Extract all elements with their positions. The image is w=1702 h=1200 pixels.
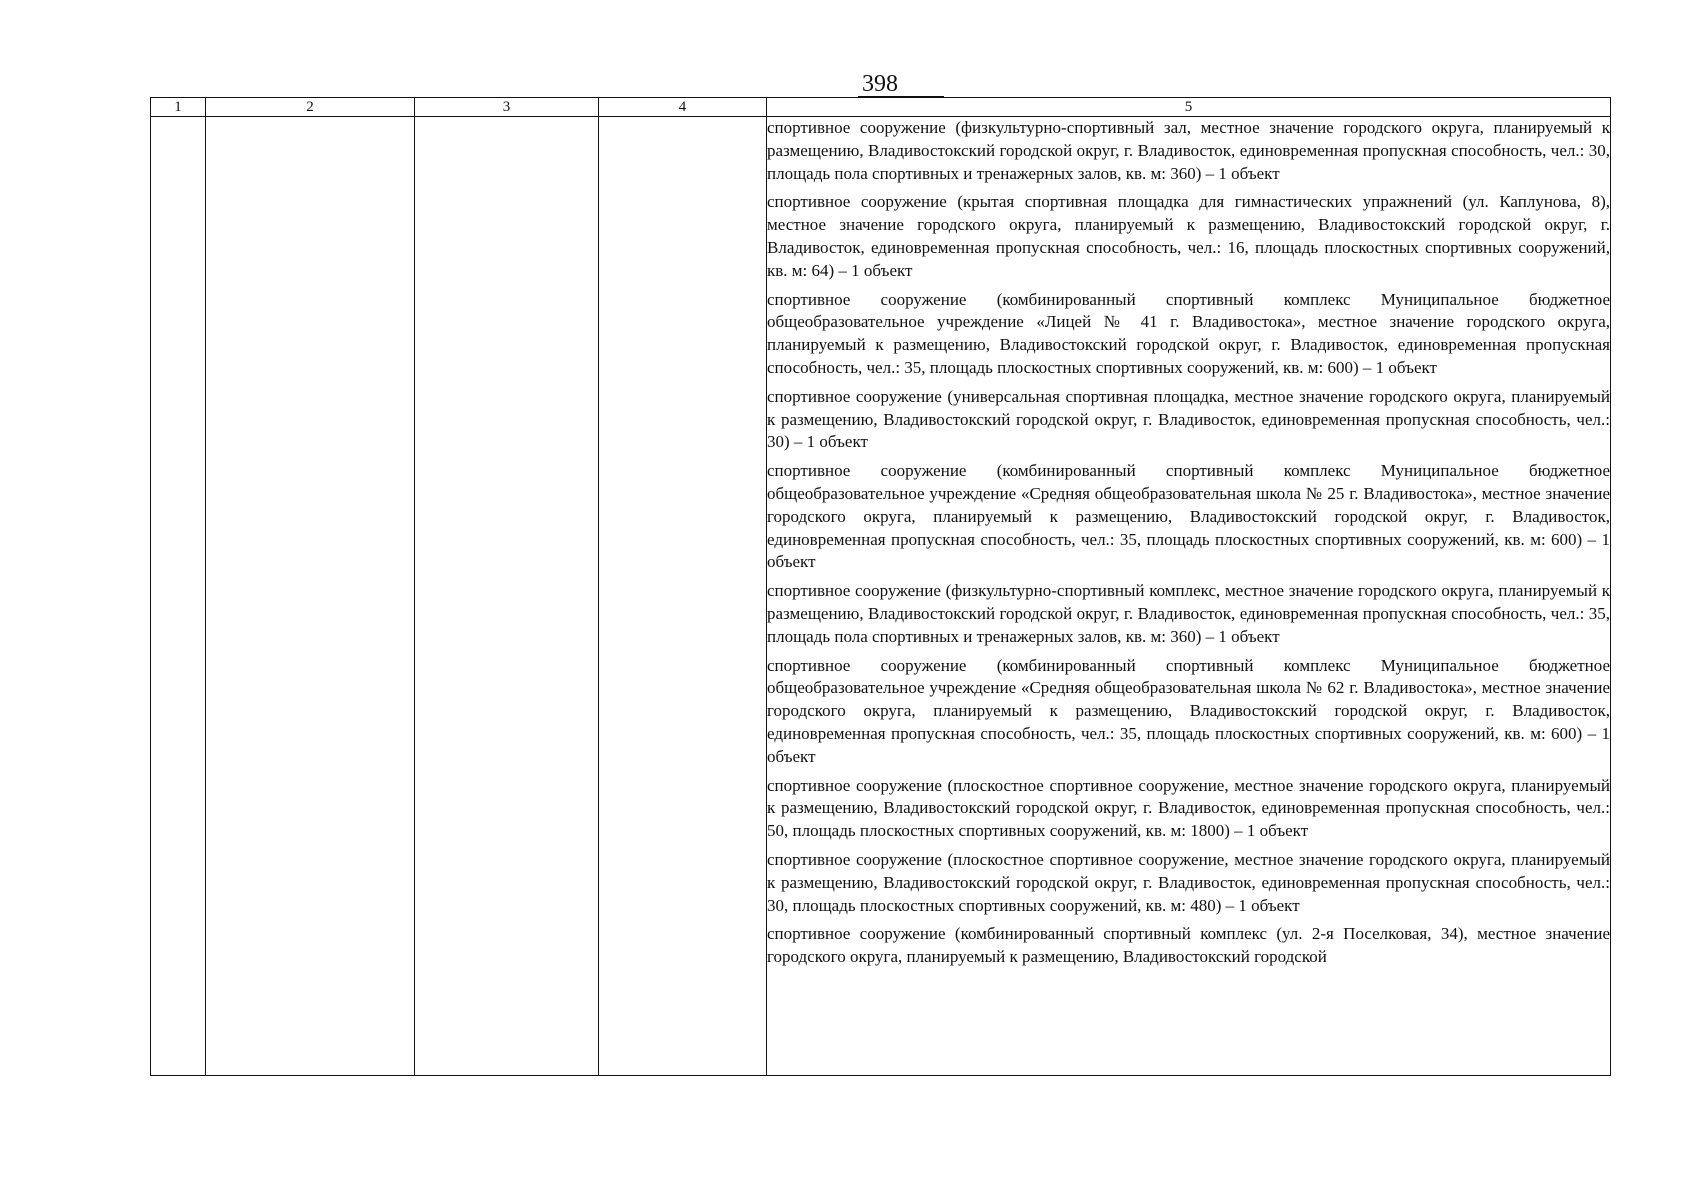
table-body [151, 117, 1611, 1076]
column-header-2: 2 [206, 98, 415, 117]
header-row [151, 98, 1611, 117]
list-item: спортивное сооружение (плоскостное спортивное сооружение, местное значение городского округа, планируемый к размещению, Владивостокский городской округ, г. Владивосток, единовременная пропускная способность, чел.: 50, площадь плоскостных спортивных сооружений, кв. м: 1800) – 1 объект [767, 775, 1610, 841]
table-header [151, 98, 1611, 117]
table-row [151, 117, 1611, 1076]
list-item: спортивное сооружение (физкультурно-спортивный зал, местное значение городского округа, планируемый к размещению, Владивостокский городской округ, г. Владивосток, единовременная пропускная способность, чел.: 30, площадь пола спортивных и тренажерных залов, кв. м: 360) – 1 объект [767, 118, 1610, 183]
cell-column-5 [767, 117, 1611, 1076]
list-item: спортивное сооружение (комбинированный спортивный комплекс (ул. 2-я Поселковая, 34), местное значение городского округа, планируемый к размещению, Владивостокский городской [767, 924, 1610, 967]
document-table [150, 97, 1611, 1076]
cell-column-1 [151, 117, 206, 1076]
list-item: спортивное сооружение (крытая спортивная площадка для гимнастических упражнений (ул. Каплунова, 8), местное значение городского округа, планируемый к размещению, Владивостокский городской округ, г. Владивосток, единовременная пропускная способность, чел.: 16, площадь плоскостных спортивных сооружений, кв. м: 64) – 1 объект [767, 192, 1610, 280]
list-item: спортивное сооружение (комбинированный спортивный комплекс Муниципальное бюджетное общеобразовательное учреждение «Средняя общеобразовательная школа № 25 г. Владивостока», местное значение городского округа, планируемый к размещению, Владивостокский городской округ, г. Владивосток, единовременная пропускная способность, чел.: 35, площадь плоскостных спортивных сооружений, кв. м: 600) – 1 объект [767, 461, 1610, 572]
entries-list [767, 117, 1610, 1073]
column-header-3: 3 [415, 98, 599, 117]
list-item: спортивное сооружение (универсальная спортивная площадка, местное значение городского округа, планируемый к размещению, Владивостокский городской округ, г. Владивосток, единовременная пропускная способность, чел.: 30) – 1 объект [767, 386, 1610, 452]
list-item: спортивное сооружение (комбинированный спортивный комплекс Муниципальное бюджетное общеобразовательное учреждение «Лицей № 41 г. Владивостока», местное значение городского округа, планируемый к размещению, Владивостокский городской округ, г. Владивосток, единовременная пропускная способность, чел.: 35, площадь плоскостных спортивных сооружений, кв. м: 600) – 1 объект [767, 289, 1610, 377]
cell-column-2 [206, 117, 415, 1076]
column-header-4: 4 [599, 98, 767, 117]
cell-column-4 [599, 117, 767, 1076]
page-number: 398 [862, 71, 898, 97]
list-item: спортивное сооружение (плоскостное спортивное сооружение, местное значение городского округа, планируемый к размещению, Владивостокский городской округ, г. Владивосток, единовременная пропускная способность, чел.: 30, площадь плоскостных спортивных сооружений, кв. м: 480) – 1 объект [767, 849, 1610, 915]
list-item: спортивное сооружение (комбинированный спортивный комплекс Муниципальное бюджетное общеобразовательное учреждение «Средняя общеобразовательная школа № 62 г. Владивостока», местное значение городского округа, планируемый к размещению, Владивостокский городской округ, г. Владивосток, единовременная пропускная способность, чел.: 35, площадь плоскостных спортивных сооружений, кв. м: 600) – 1 объект [767, 655, 1610, 766]
list-item: спортивное сооружение (физкультурно-спортивный комплекс, местное значение городского округа, планируемый к размещению, Владивостокский городской округ, г. Владивосток, единовременная пропускная способность, чел.: 35, площадь пола спортивных и тренажерных залов, кв. м: 360) – 1 объект [767, 581, 1610, 646]
column-header-1: 1 [151, 98, 206, 117]
cell-column-3 [415, 117, 599, 1076]
column-header-5: 5 [767, 98, 1611, 117]
